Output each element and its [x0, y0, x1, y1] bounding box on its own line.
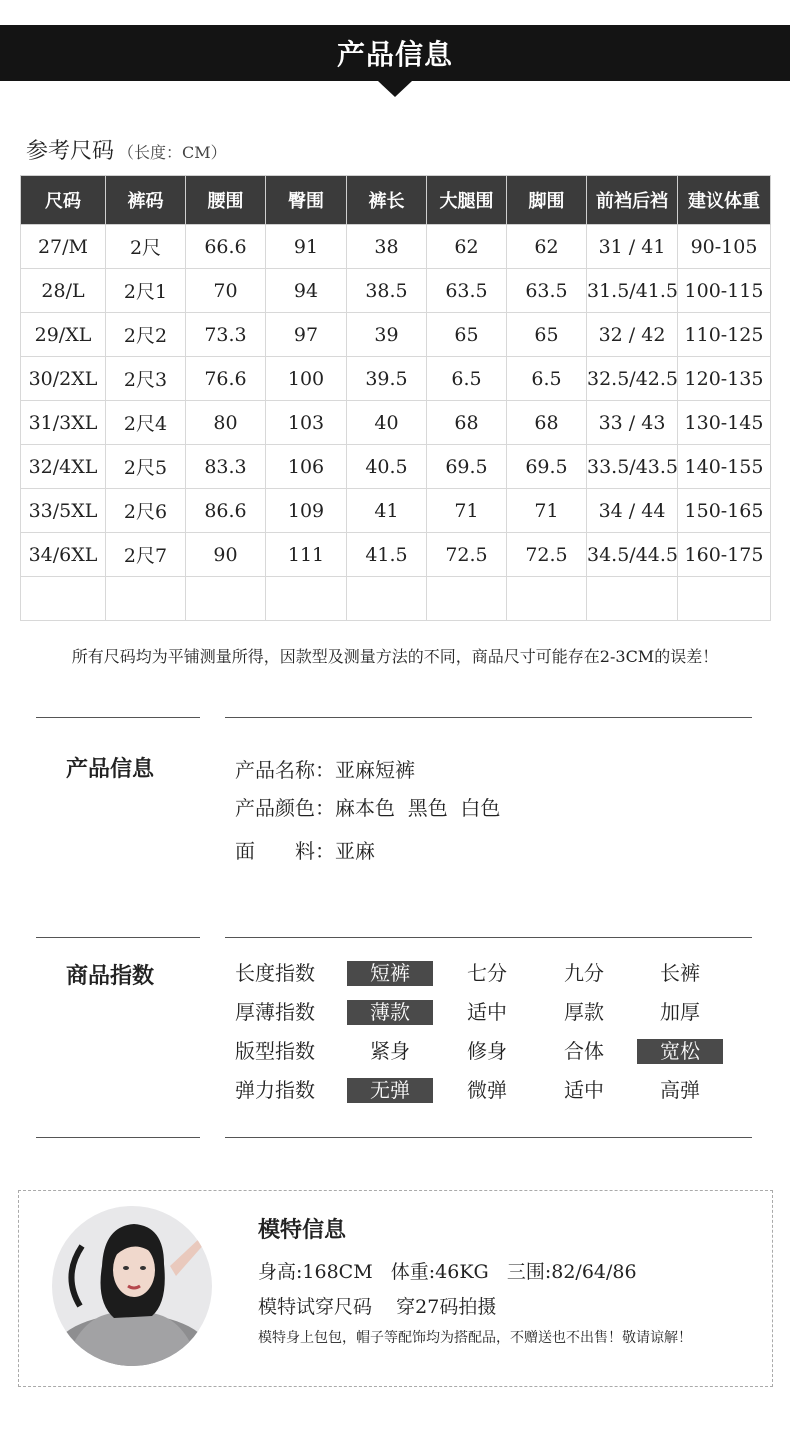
size-unit-note: （长度：CM） — [118, 143, 227, 162]
table-row-empty — [21, 577, 771, 621]
product-fabric-label: 面 料： — [235, 839, 335, 863]
divider — [36, 1137, 200, 1138]
index-option: 加厚 — [660, 1000, 700, 1024]
product-color-row — [235, 792, 500, 821]
table-cell: 71 — [507, 489, 587, 533]
col-header: 裤长 — [347, 176, 427, 225]
table-cell: 103 — [266, 401, 347, 445]
table-cell — [266, 577, 347, 621]
table-cell: 150-165 — [678, 489, 771, 533]
model-title: 模特信息 — [258, 1217, 347, 1243]
table-cell — [21, 577, 106, 621]
table-cell: 38.5 — [347, 269, 427, 313]
table-cell: 100-115 — [678, 269, 771, 313]
table-cell: 80 — [186, 401, 266, 445]
table-row — [21, 533, 771, 577]
index-label: 厚薄指数 — [235, 1000, 315, 1024]
model-avatar — [52, 1206, 212, 1366]
table-cell — [678, 577, 771, 621]
table-cell: 90 — [186, 533, 266, 577]
index-label: 长度指数 — [235, 961, 315, 985]
model-stats: 身高:168CM 体重:46KG 三围:82/64/86 — [258, 1261, 637, 1283]
table-cell: 34.5/44.5 — [587, 533, 678, 577]
table-cell: 32/4XL — [21, 445, 106, 489]
table-row — [21, 401, 771, 445]
table-cell: 6.5 — [507, 357, 587, 401]
table-cell: 32.5/42.5 — [587, 357, 678, 401]
table-row — [21, 357, 771, 401]
divider — [225, 937, 752, 938]
table-cell: 110-125 — [678, 313, 771, 357]
table-cell: 32 / 42 — [587, 313, 678, 357]
index-option: 合体 — [564, 1039, 604, 1063]
table-cell: 30/2XL — [21, 357, 106, 401]
table-cell: 2尺7 — [106, 533, 186, 577]
product-name-value: 亚麻短裤 — [335, 758, 415, 782]
table-cell: 65 — [427, 313, 507, 357]
model-disclaimer: 模特身上包包，帽子等配饰均为搭配品，不赠送也不出售！敬请谅解！ — [258, 1330, 692, 1346]
table-cell: 31/3XL — [21, 401, 106, 445]
table-cell: 69.5 — [427, 445, 507, 489]
table-cell: 90-105 — [678, 225, 771, 269]
table-cell: 29/XL — [21, 313, 106, 357]
index-option-selected: 无弹 — [347, 1078, 433, 1103]
product-fabric-row — [235, 835, 375, 864]
size-heading-text: 参考尺码 — [26, 139, 115, 164]
table-cell — [507, 577, 587, 621]
index-row — [235, 959, 755, 987]
index-option: 长裤 — [660, 961, 700, 985]
product-name-label: 产品名称： — [235, 758, 335, 782]
table-cell: 34 / 44 — [587, 489, 678, 533]
table-cell: 68 — [427, 401, 507, 445]
table-cell: 100 — [266, 357, 347, 401]
index-option: 修身 — [467, 1039, 507, 1063]
index-option: 紧身 — [370, 1039, 410, 1063]
col-header: 腰围 — [186, 176, 266, 225]
index-option: 高弹 — [660, 1078, 700, 1102]
col-header: 尺码 — [21, 176, 106, 225]
size-table — [20, 175, 771, 621]
table-row — [21, 445, 771, 489]
banner-title: 产品信息 — [336, 38, 453, 71]
index-label: 弹力指数 — [235, 1078, 315, 1102]
banner-pointer — [378, 81, 412, 97]
divider — [225, 717, 752, 718]
table-cell: 72.5 — [427, 533, 507, 577]
table-cell — [427, 577, 507, 621]
table-cell — [347, 577, 427, 621]
table-cell: 86.6 — [186, 489, 266, 533]
index-row — [235, 1037, 755, 1065]
table-cell: 140-155 — [678, 445, 771, 489]
size-table-header-row — [21, 176, 771, 225]
table-row — [21, 489, 771, 533]
product-info-title: 产品信息 — [66, 756, 155, 782]
table-cell — [186, 577, 266, 621]
table-cell: 76.6 — [186, 357, 266, 401]
table-cell: 31.5/41.5 — [587, 269, 678, 313]
table-cell: 69.5 — [507, 445, 587, 489]
table-cell: 39 — [347, 313, 427, 357]
table-cell: 130-145 — [678, 401, 771, 445]
table-cell: 39.5 — [347, 357, 427, 401]
col-header: 大腿围 — [427, 176, 507, 225]
table-cell: 63.5 — [427, 269, 507, 313]
table-cell: 106 — [266, 445, 347, 489]
index-option: 微弹 — [467, 1078, 507, 1102]
table-cell: 68 — [507, 401, 587, 445]
index-title: 商品指数 — [66, 963, 155, 989]
table-cell: 2尺6 — [106, 489, 186, 533]
table-cell: 120-135 — [678, 357, 771, 401]
model-card — [18, 1190, 773, 1387]
index-option-selected: 短裤 — [347, 961, 433, 986]
table-cell: 33/5XL — [21, 489, 106, 533]
divider — [36, 937, 200, 938]
index-option-selected: 宽松 — [637, 1039, 723, 1064]
table-cell: 2尺 — [106, 225, 186, 269]
table-cell: 109 — [266, 489, 347, 533]
table-cell — [587, 577, 678, 621]
index-option: 七分 — [467, 961, 507, 985]
table-cell: 62 — [507, 225, 587, 269]
table-row — [21, 225, 771, 269]
col-header: 裤码 — [106, 176, 186, 225]
header-banner — [0, 25, 790, 81]
table-cell: 40 — [347, 401, 427, 445]
col-header: 臀围 — [266, 176, 347, 225]
table-cell: 63.5 — [507, 269, 587, 313]
col-header: 脚围 — [507, 176, 587, 225]
index-option: 适中 — [564, 1078, 604, 1102]
table-cell: 27/M — [21, 225, 106, 269]
index-option-selected: 薄款 — [347, 1000, 433, 1025]
table-row — [21, 269, 771, 313]
table-cell: 31 / 41 — [587, 225, 678, 269]
index-row — [235, 1076, 755, 1104]
table-cell: 160-175 — [678, 533, 771, 577]
table-cell: 62 — [427, 225, 507, 269]
table-cell: 40.5 — [347, 445, 427, 489]
table-cell: 41 — [347, 489, 427, 533]
divider — [36, 717, 200, 718]
model-fit: 模特试穿尺码 穿27码拍摄 — [258, 1296, 497, 1318]
table-cell: 34/6XL — [21, 533, 106, 577]
col-header: 建议体重 — [678, 176, 771, 225]
table-cell: 66.6 — [186, 225, 266, 269]
table-cell: 28/L — [21, 269, 106, 313]
table-cell: 2尺1 — [106, 269, 186, 313]
table-cell: 6.5 — [427, 357, 507, 401]
table-cell: 2尺2 — [106, 313, 186, 357]
index-option: 九分 — [564, 961, 604, 985]
table-row — [21, 313, 771, 357]
size-heading — [26, 134, 227, 165]
table-cell: 65 — [507, 313, 587, 357]
table-cell: 33.5/43.5 — [587, 445, 678, 489]
divider — [225, 1137, 752, 1138]
product-color-value: 麻本色 黑色 白色 — [335, 796, 501, 820]
table-cell: 2尺3 — [106, 357, 186, 401]
index-row — [235, 998, 755, 1026]
table-cell: 91 — [266, 225, 347, 269]
table-cell: 33 / 43 — [587, 401, 678, 445]
table-cell: 73.3 — [186, 313, 266, 357]
index-option: 适中 — [467, 1000, 507, 1024]
table-cell: 83.3 — [186, 445, 266, 489]
product-name-row — [235, 754, 415, 783]
table-cell: 2尺5 — [106, 445, 186, 489]
product-color-label: 产品颜色： — [235, 796, 335, 820]
table-cell — [106, 577, 186, 621]
product-fabric-value: 亚麻 — [335, 839, 375, 863]
table-cell: 72.5 — [507, 533, 587, 577]
index-label: 版型指数 — [235, 1039, 315, 1063]
table-cell: 71 — [427, 489, 507, 533]
index-option: 厚款 — [564, 1000, 604, 1024]
table-cell: 2尺4 — [106, 401, 186, 445]
table-cell: 70 — [186, 269, 266, 313]
col-header: 前裆后裆 — [587, 176, 678, 225]
table-cell: 38 — [347, 225, 427, 269]
table-cell: 97 — [266, 313, 347, 357]
table-cell: 111 — [266, 533, 347, 577]
table-cell: 41.5 — [347, 533, 427, 577]
table-cell: 94 — [266, 269, 347, 313]
measurement-note: 所有尺码均为平铺测量所得，因款型及测量方法的不同，商品尺寸可能存在2-3CM的误差！ — [71, 647, 719, 666]
